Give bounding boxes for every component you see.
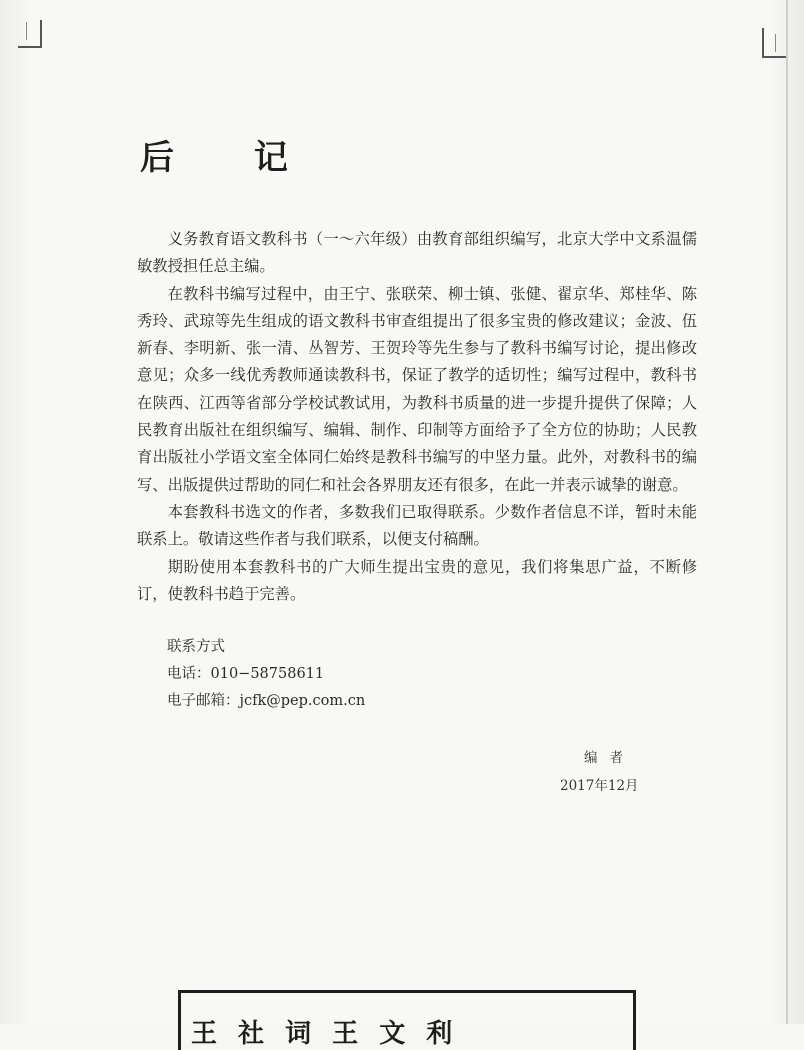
page-title: 后 记: [140, 138, 322, 178]
signoff-editor: 编者: [584, 750, 635, 766]
crop-mark: [775, 34, 776, 52]
next-page-box: [178, 990, 636, 1050]
crop-mark: [18, 46, 42, 48]
paragraph: 在教科书编写过程中，由王宁、张联荣、柳士镇、张健、翟京华、郑桂华、陈秀玲、武琼等先生组成的语文教科书审查组提出了很多宝贵的修改建议；金波、伍新春、李明新、张一清、丛智芳、王贺玲等先生参与了教科书编写讨论，提出修改意见；众多一线优秀教师通读教科书，保证了教学的适切性；编写过程中，教科书在陕西、江西等省部分学校试教试用，为教科书质量的进一步提升提供了保障；人民教育出版社在组织编写、编辑、制作、印制等方面给予了全方位的协助；人民教育出版社小学语文室全体同仁始终是教科书编写的中坚力量。此外，对教科书的编写、出版提供过帮助的同仁和社会各界朋友还有很多，在此一并表示诚挚的谢意。: [137, 284, 697, 494]
signoff: [560, 744, 680, 800]
crop-mark: [762, 56, 786, 58]
paragraph: 本套教科书选文的作者，多数我们已取得联系。少数作者信息不详，暂时未能联系上。敬请这些作者与我们联系，以便支付稿酬。: [137, 502, 697, 549]
next-page-box-text: 王 社 词 王 文 利: [191, 1019, 459, 1049]
crop-mark: [762, 28, 764, 58]
afterword-body: [137, 226, 697, 608]
page-edge: [786, 0, 788, 1024]
contact-heading: 联系方式: [167, 639, 225, 655]
paragraph: 期盼使用本套教科书的广大师生提出宝贵的意见，我们将集思广益，不断修订，使教科书趋于完善。: [137, 557, 697, 603]
paragraph: 义务教育语文教科书（一～六年级）由教育部组织编写，北京大学中文系温儒敏教授担任总主编。: [137, 230, 697, 276]
crop-mark: [40, 20, 42, 48]
crop-mark: [26, 22, 27, 40]
contact-phone: 电话：010−58758611: [167, 666, 325, 682]
signoff-date: 2017年12月: [560, 778, 639, 794]
contact-info: [167, 634, 365, 715]
contact-email: 电子邮箱：jcfk@pep.com.cn: [167, 693, 366, 709]
